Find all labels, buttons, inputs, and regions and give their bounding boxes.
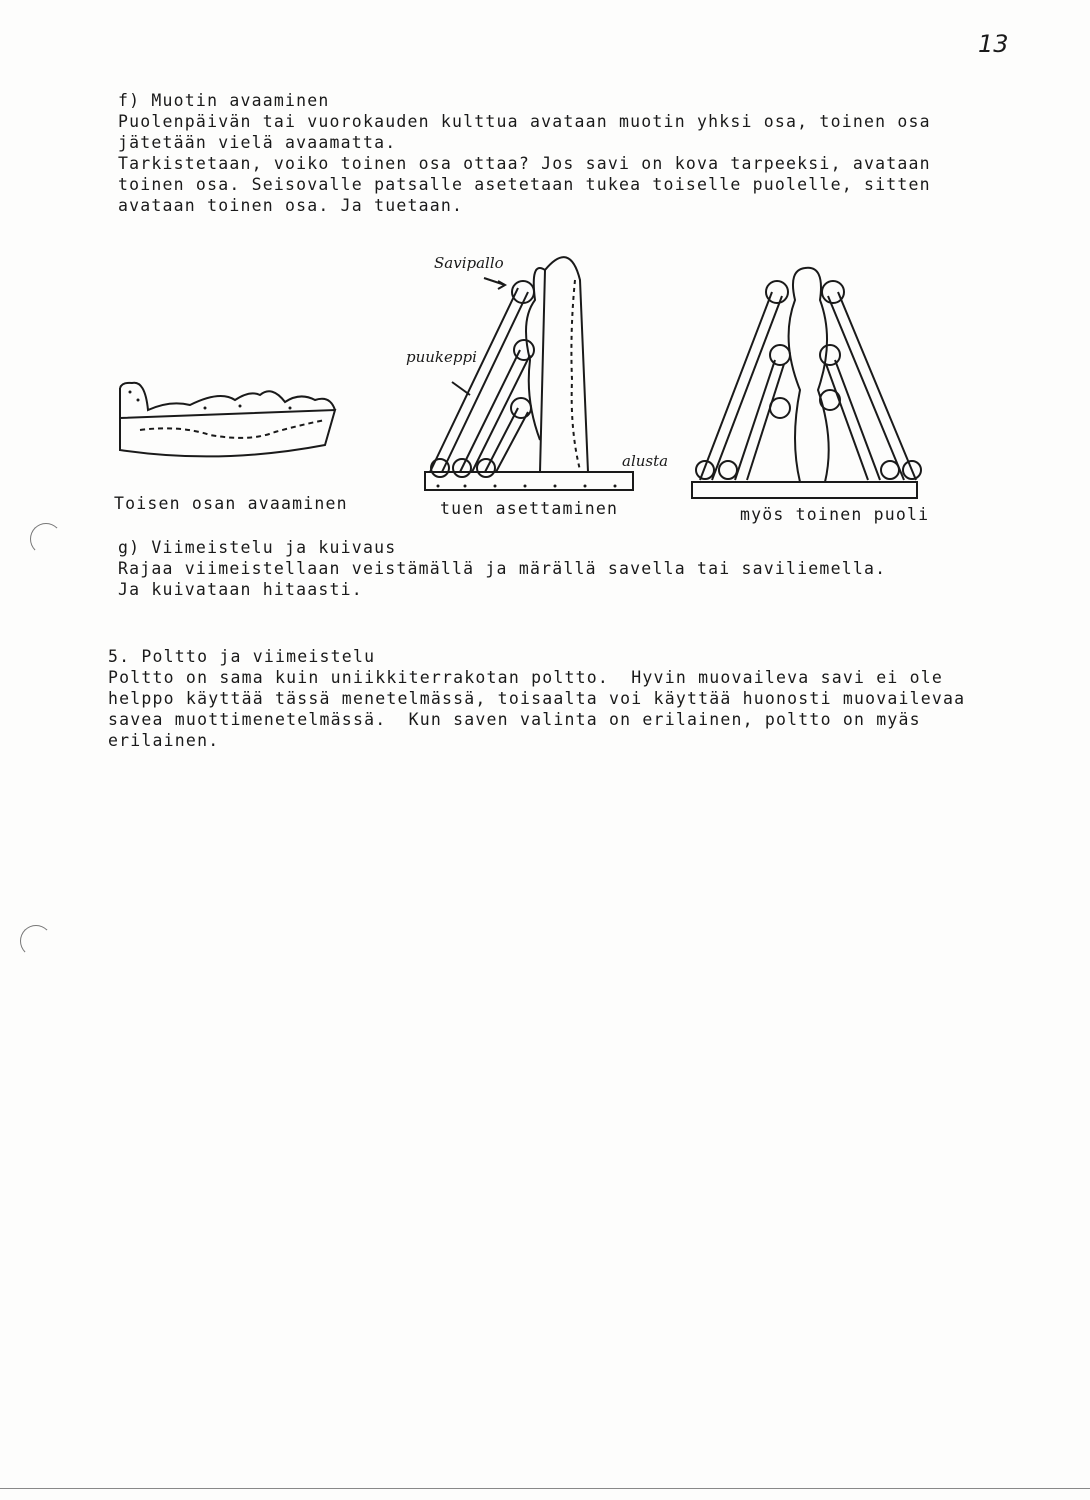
label-savipallo: Savipallo xyxy=(434,254,504,272)
caption-toisen-osan-avaaminen: Toisen osan avaaminen xyxy=(114,494,348,513)
section-text: Poltto on sama kuin uniikkiterrakotan poltto. Hyvin muovaileva savi ei ole helppo käyttää tässä menetelmässä, toisaalta voi käyttää huonosti muovailevaa savea muottimenetelmässä. Kun saven valinta on erilainen, poltto on myäs erilainen. xyxy=(108,668,977,750)
section-heading: g) Viimeistelu ja kuivaus xyxy=(118,538,397,557)
support-sketch xyxy=(425,257,633,490)
caption-tuen-asettaminen: tuen asettaminen xyxy=(440,499,619,518)
section-poltto-ja-viimeistelu xyxy=(108,646,988,751)
punch-hole-mark xyxy=(30,523,62,555)
punch-hole-mark xyxy=(20,925,52,957)
section-text: Puolenpäivän tai vuorokauden kulttua avataan muotin yhksi osa, toinen osa jätetään vielä avaamatta. Tarkistetaan, voiko toinen osa ottaa? Jos savi on kova tarpeeksi, avataan toinen osa. Seisovalle patsalle asetetaan tukea toiselle puolelle, sitten avataan toinen osa. Ja tuetaan. xyxy=(118,112,931,215)
mould-sketch-1 xyxy=(120,383,335,457)
section-muotin-avaaminen xyxy=(118,90,998,216)
section-viimeistelu-ja-kuivaus xyxy=(118,537,998,600)
section-text: Rajaa viimeistellaan veistämällä ja märällä savella tai saviliemella. Ja kuivataan hitaasti. xyxy=(118,559,887,599)
section-heading: 5. Poltto ja viimeistelu xyxy=(108,647,376,666)
other-side-sketch xyxy=(692,268,921,498)
label-puukeppi: puukeppi xyxy=(406,348,477,366)
section-heading: f) Muotin avaaminen xyxy=(118,91,330,110)
hand-drawn-sketches xyxy=(100,240,980,530)
figure-illustrations xyxy=(100,240,980,530)
caption-myos-toinen-puoli: myös toinen puoli xyxy=(740,505,930,524)
page-number: 13 xyxy=(978,30,1009,58)
label-alusta: alusta xyxy=(622,452,669,470)
page-edge-line xyxy=(0,1488,1090,1489)
